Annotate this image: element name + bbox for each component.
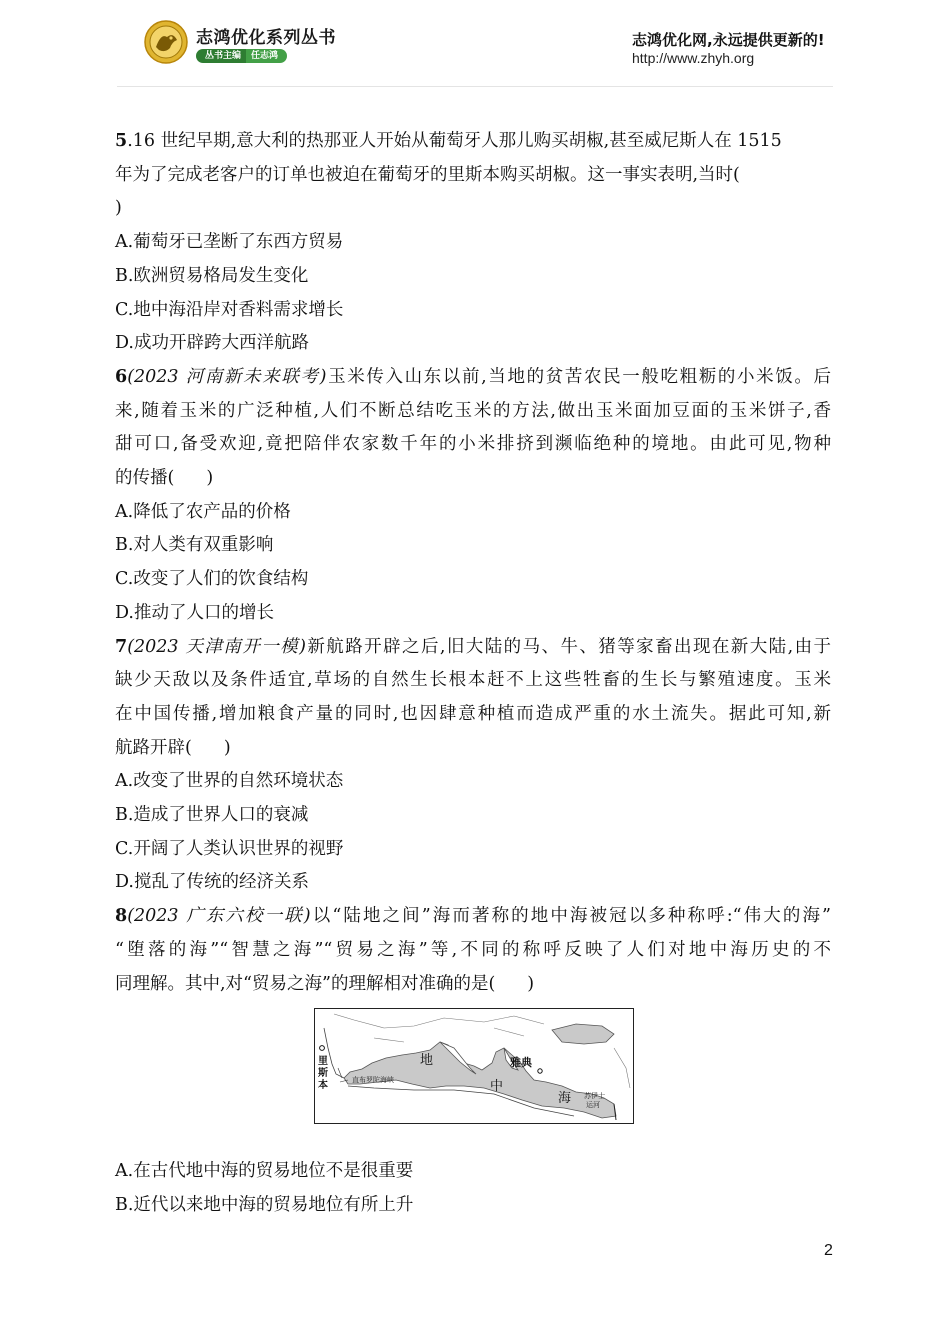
question-8	[115, 900, 831, 1223]
editor-badge	[196, 49, 287, 63]
question-stem-line: 的传播( )	[115, 468, 214, 489]
option-d: D.推动了人口的增长	[115, 602, 274, 623]
athens-marker	[538, 1069, 542, 1073]
question-stem-line: 航路开辟( )	[115, 737, 231, 758]
option-b: B.造成了世界人口的衰减	[115, 805, 309, 826]
question-stem-line: 同理解。其中,对“贸易之海”的理解相对准确的是( )	[115, 973, 535, 994]
question-stem-line: “堕落的海”“智慧之海”“贸易之海”等,不同的称呼反映了人们对地中海历史的不	[115, 939, 831, 960]
question-number: 6	[115, 366, 128, 387]
question-list	[115, 125, 831, 1223]
option-a: A.在古代地中海的贸易地位不是很重要	[115, 1161, 414, 1182]
editor-label: 丛书主编	[196, 49, 246, 63]
option-b: B.近代以来地中海的贸易地位有所上升	[115, 1194, 414, 1215]
land-label: 地	[420, 1053, 434, 1069]
athens-label: 雅典	[510, 1056, 532, 1070]
sea-label: 海	[558, 1091, 572, 1107]
mediterranean-map	[314, 1008, 634, 1124]
question-stem-line: 8(2023 广东六校一联)以“陆地之间”海而著称的地中海被冠以多种称呼:“伟大的海”	[115, 906, 831, 927]
option-d: D.成功开辟跨大西洋航路	[115, 333, 309, 354]
question-stem-line: 5.16 世纪早期,意大利的热那亚人开始从葡萄牙人那儿购买胡椒,甚至威尼斯人在 1515	[115, 131, 782, 151]
question-stem-line: 年为了完成老客户的订单也被迫在葡萄牙的里斯本购买胡椒。这一事实表明,当时(	[115, 164, 740, 185]
lisbon-marker	[320, 1046, 325, 1051]
question-number: 8	[115, 906, 128, 927]
answer-paren-close: )	[115, 198, 122, 219]
header-divider	[117, 86, 833, 87]
editor-name: 任志鸿	[246, 49, 287, 63]
series-title: 志鸿优化系列丛书	[196, 28, 336, 48]
option-a: A.葡萄牙已垄断了东西方贸易	[115, 232, 344, 253]
question-source: (2023 广东六校一联)	[127, 906, 311, 927]
zhong-label: 中	[490, 1079, 504, 1095]
site-url[interactable]: http://www.zhyh.org	[632, 50, 755, 66]
question-stem-line: 甜可口,备受欢迎,竟把陪伴农家数千年的小米排挤到濒临绝种的境地。由此可见,物种	[115, 434, 831, 455]
question-stem-line: 在中国传播,增加粮食产量的同时,也因肆意种植而造成严重的水土流失。据此可知,新	[115, 703, 831, 724]
option-d: D.搅乱了传统的经济关系	[115, 872, 309, 893]
question-number: 7	[115, 636, 128, 657]
site-slogan: 志鸿优化网,永远提供更新的!	[632, 31, 825, 49]
question-5	[115, 125, 831, 361]
option-c: C.开阔了人类认识世界的视野	[115, 838, 344, 859]
suez-label: 苏伊士运河	[584, 1092, 605, 1110]
option-b: B.对人类有双重影响	[115, 535, 274, 556]
option-c: C.地中海沿岸对香料需求增长	[115, 299, 344, 320]
map-figure	[115, 1001, 831, 1155]
option-a: A.改变了世界的自然环境状态	[115, 771, 344, 792]
book-series-seal-icon	[144, 20, 188, 64]
question-source: (2023 天津南开一模)	[127, 636, 306, 657]
lisbon-label: 里斯本	[318, 1056, 328, 1092]
question-7	[115, 631, 831, 901]
question-stem-line: 7(2023 天津南开一模)新航路开辟之后,旧大陆的马、牛、猪等家畜出现在新大陆,由于	[115, 636, 831, 657]
option-b: B.欧洲贸易格局发生变化	[115, 265, 309, 286]
option-a: A.降低了农产品的价格	[115, 501, 291, 522]
option-c: C.改变了人们的饮食结构	[115, 569, 309, 590]
page-header	[0, 0, 950, 80]
question-stem-line: 来,随着玉米的广泛种植,人们不断总结吃玉米的方法,做出玉米面加豆面的玉米饼子,香	[115, 400, 831, 421]
question-source: (2023 河南新未来联考)	[127, 366, 327, 387]
question-stem-line: 6(2023 河南新未来联考)玉米传入山东以前,当地的贫苦农民一般吃粗粝的小米饭。后	[115, 366, 831, 387]
strait-label: 直布罗陀海峡	[352, 1076, 394, 1085]
question-number: 5	[115, 131, 128, 151]
question-6	[115, 361, 831, 631]
page-number: 2	[824, 1242, 833, 1259]
question-stem-line: 缺少天敌以及条件适宜,草场的自然生长根本赶不上这些牲畜的生长与繁殖速度。玉米	[115, 670, 831, 691]
